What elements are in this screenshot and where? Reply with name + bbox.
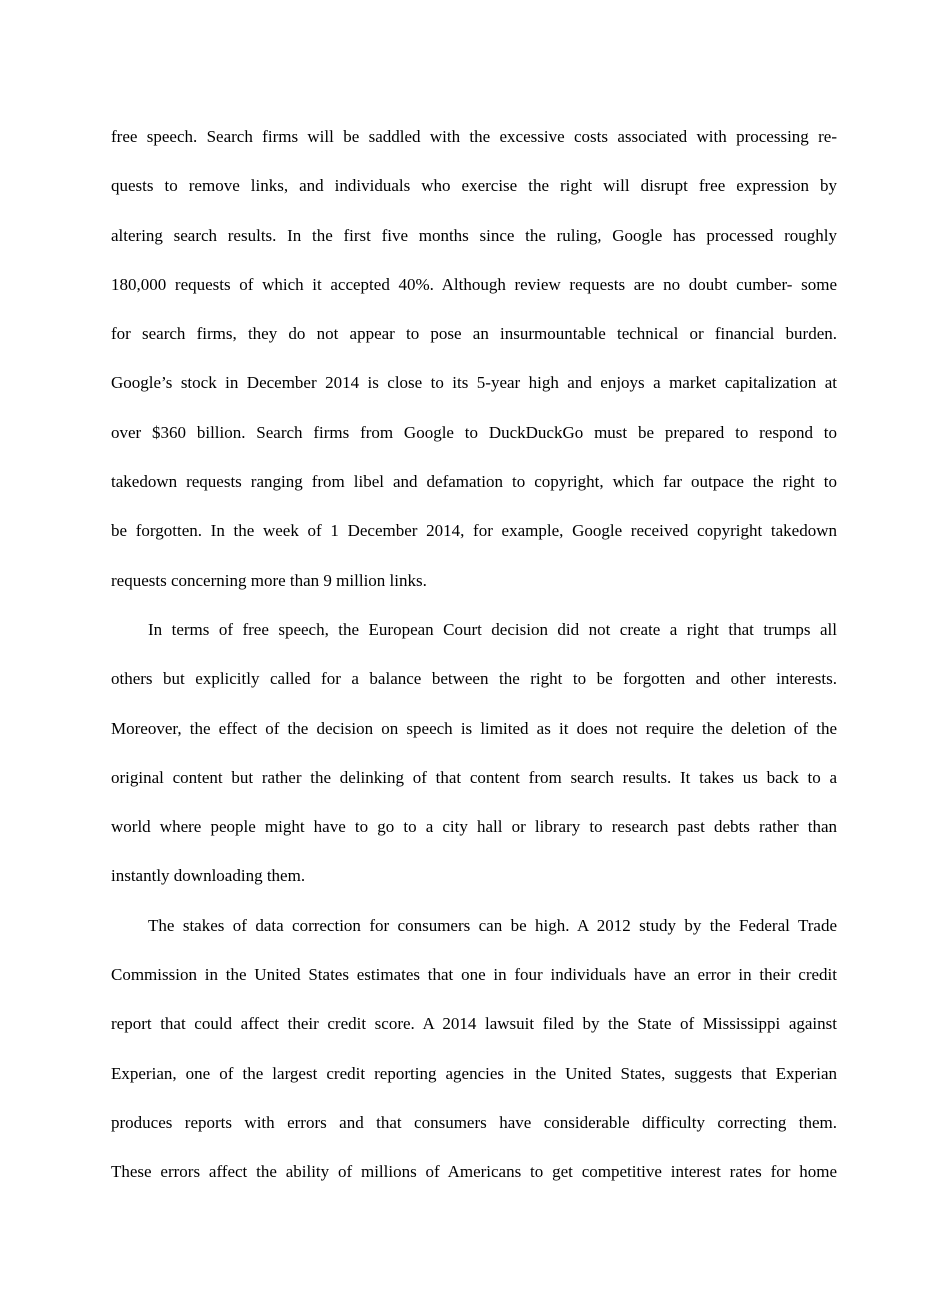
paragraph	[111, 605, 837, 901]
text-line: requests concerning more than 9 million links.	[111, 570, 427, 590]
text-line: takedown requests ranging from libel and defamation to copyright, which far outpace the right to	[111, 472, 837, 492]
text-line: Commission in the United States estimates that one in four individuals have an error in their credit	[111, 965, 837, 985]
text-line: over $360 billion. Search firms from Google to DuckDuckGo must be prepared to respond to	[111, 422, 837, 442]
text-line: Google’s stock in December 2014 is close to its 5-year high and enjoys a market capitalization at	[111, 373, 837, 393]
text-line: 180,000 requests of which it accepted 40%. Although review requests are no doubt cumber- some	[111, 274, 837, 294]
text-line: quests to remove links, and individuals who exercise the right will disrupt free expression by	[111, 176, 837, 196]
text-line: Experian, one of the largest credit reporting agencies in the United States, suggests that Experian	[111, 1063, 837, 1083]
text-line: report that could affect their credit score. A 2014 lawsuit filed by the State of Mississippi against	[111, 1014, 837, 1034]
text-line: world where people might have to go to a city hall or library to research past debts rather than	[111, 817, 837, 837]
paragraph	[111, 112, 837, 605]
body-text	[111, 112, 837, 1197]
text-line: free speech. Search firms will be saddled with the excessive costs associated with processing re-	[111, 127, 837, 146]
text-line: original content but rather the delinking of that content from search results. It takes us back to a	[111, 767, 837, 787]
text-line: for search firms, they do not appear to pose an insurmountable technical or financial burden.	[111, 324, 837, 344]
text-line: The stakes of data correction for consumers can be high. A 2012 study by the Federal Trade	[148, 915, 837, 935]
text-line: others but explicitly called for a balance between the right to be forgotten and other interests.	[111, 669, 837, 689]
text-line: altering search results. In the first five months since the ruling, Google has processed roughly	[111, 225, 837, 245]
text-line: Moreover, the effect of the decision on speech is limited as it does not require the deletion of the	[111, 718, 837, 738]
text-line: These errors affect the ability of millions of Americans to get competitive interest rates for home	[111, 1162, 837, 1182]
text-line: produces reports with errors and that consumers have considerable difficulty correcting them.	[111, 1112, 837, 1132]
text-line: be forgotten. In the week of 1 December 2014, for example, Google received copyright takedown	[111, 521, 837, 541]
text-line: instantly downloading them.	[111, 866, 306, 886]
paragraph	[111, 901, 837, 1197]
text-line: In terms of free speech, the European Court decision did not create a right that trumps all	[148, 619, 837, 639]
